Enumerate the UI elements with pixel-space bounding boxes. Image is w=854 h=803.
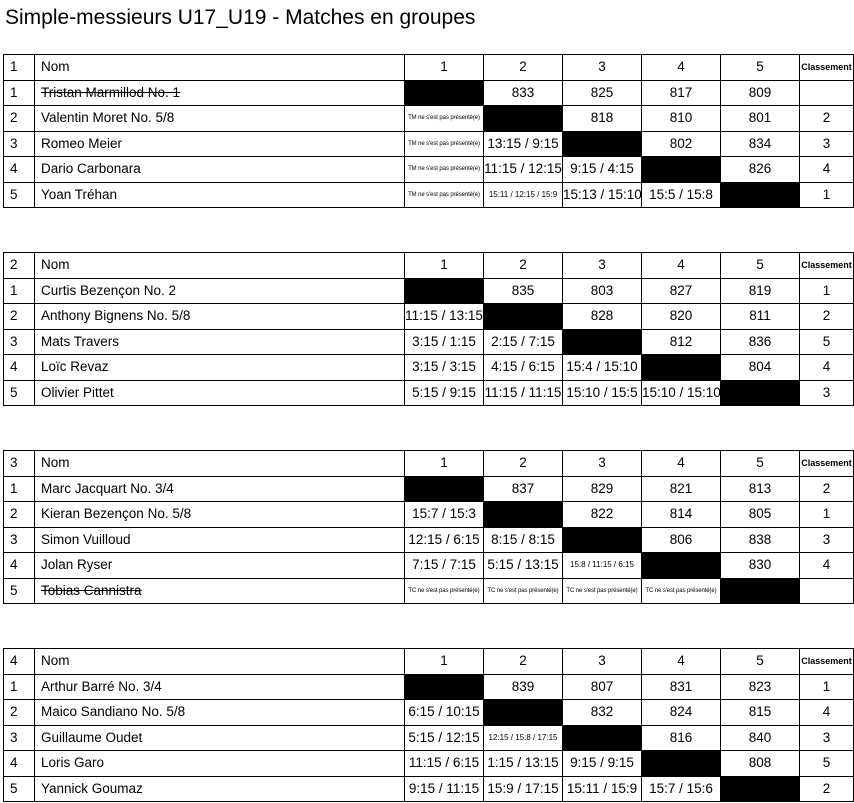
player-row <box>4 106 854 132</box>
player-name: Tobias Cannistra <box>35 578 405 604</box>
player-number: 4 <box>4 157 35 183</box>
match-cell: 806 <box>642 527 721 553</box>
player-row <box>4 157 854 183</box>
player-row <box>4 131 854 157</box>
rank-column-header: Classement <box>800 451 854 477</box>
player-number: 2 <box>4 502 35 528</box>
match-cell: 818 <box>563 106 642 132</box>
match-cell: TC ne s'est pas présenté(e) <box>484 578 563 604</box>
player-row <box>4 476 854 502</box>
player-row <box>4 380 854 406</box>
player-number: 4 <box>4 553 35 579</box>
match-cell: 12:15 / 15:8 / 17:15 <box>484 725 563 751</box>
match-cell: 826 <box>721 157 800 183</box>
opponent-column-header: 1 <box>405 55 484 81</box>
match-cell: 811 <box>721 304 800 330</box>
player-rank: 1 <box>800 182 854 208</box>
name-column-header: Nom <box>35 55 405 81</box>
player-name: Loïc Revaz <box>35 355 405 381</box>
match-cell: 832 <box>563 700 642 726</box>
rank-column-header: Classement <box>800 649 854 675</box>
self-match-cell <box>405 278 484 304</box>
match-cell: 821 <box>642 476 721 502</box>
opponent-column-header: 5 <box>721 55 800 81</box>
player-row <box>4 355 854 381</box>
self-match-cell <box>563 329 642 355</box>
match-cell: 835 <box>484 278 563 304</box>
group-number: 3 <box>4 451 35 477</box>
match-cell: 8:15 / 8:15 <box>484 527 563 553</box>
match-cell: 15:10 / 15:5 <box>563 380 642 406</box>
self-match-cell <box>642 553 721 579</box>
player-name: Mats Travers <box>35 329 405 355</box>
opponent-column-header: 4 <box>642 55 721 81</box>
player-row <box>4 329 854 355</box>
player-rank: 3 <box>800 527 854 553</box>
match-cell: 15:7 / 15:3 <box>405 502 484 528</box>
match-cell: 15:9 / 17:15 <box>484 776 563 802</box>
player-name: Anthony Bignens No. 5/8 <box>35 304 405 330</box>
match-cell: 9:15 / 4:15 <box>563 157 642 183</box>
group-header-row <box>4 253 854 279</box>
group-table <box>3 648 854 802</box>
player-rank: 2 <box>800 106 854 132</box>
player-row <box>4 182 854 208</box>
group-number: 1 <box>4 55 35 81</box>
self-match-cell <box>405 674 484 700</box>
player-number: 4 <box>4 355 35 381</box>
player-row <box>4 527 854 553</box>
player-number: 2 <box>4 106 35 132</box>
player-number: 3 <box>4 725 35 751</box>
player-row <box>4 80 854 106</box>
match-cell: 3:15 / 3:15 <box>405 355 484 381</box>
player-row <box>4 725 854 751</box>
match-cell: 839 <box>484 674 563 700</box>
player-name: Simon Vuilloud <box>35 527 405 553</box>
match-cell: 15:10 / 15:10 <box>642 380 721 406</box>
self-match-cell <box>405 80 484 106</box>
rank-column-header: Classement <box>800 55 854 81</box>
group-number: 2 <box>4 253 35 279</box>
self-match-cell <box>721 578 800 604</box>
player-name: Curtis Bezençon No. 2 <box>35 278 405 304</box>
group-table <box>3 450 854 604</box>
group-header-row <box>4 451 854 477</box>
player-name: Yannick Goumaz <box>35 776 405 802</box>
match-cell: 9:15 / 11:15 <box>405 776 484 802</box>
player-rank: 4 <box>800 157 854 183</box>
player-number: 1 <box>4 278 35 304</box>
match-cell: 820 <box>642 304 721 330</box>
match-cell: 5:15 / 12:15 <box>405 725 484 751</box>
self-match-cell <box>642 157 721 183</box>
group-table <box>3 54 854 208</box>
match-cell: 7:15 / 7:15 <box>405 553 484 579</box>
match-cell: 804 <box>721 355 800 381</box>
player-rank: 2 <box>800 304 854 330</box>
match-cell: 831 <box>642 674 721 700</box>
player-row <box>4 578 854 604</box>
opponent-column-header: 4 <box>642 253 721 279</box>
match-cell: 13:15 / 9:15 <box>484 131 563 157</box>
opponent-column-header: 1 <box>405 253 484 279</box>
player-row <box>4 553 854 579</box>
self-match-cell <box>484 700 563 726</box>
player-rank: 4 <box>800 553 854 579</box>
player-number: 4 <box>4 751 35 777</box>
player-row <box>4 751 854 777</box>
player-name: Maico Sandiano No. 5/8 <box>35 700 405 726</box>
match-cell: 11:15 / 13:15 <box>405 304 484 330</box>
match-cell: 15:7 / 15:6 <box>642 776 721 802</box>
match-cell: 814 <box>642 502 721 528</box>
match-cell: 6:15 / 10:15 <box>405 700 484 726</box>
match-cell: 5:15 / 13:15 <box>484 553 563 579</box>
player-rank: 5 <box>800 751 854 777</box>
match-cell: 803 <box>563 278 642 304</box>
player-name: Tristan Marmillod No. 1 <box>35 80 405 106</box>
player-name: Kieran Bezençon No. 5/8 <box>35 502 405 528</box>
page-title: Simple-messieurs U17_U19 - Matches en groupes <box>5 6 476 29</box>
player-number: 2 <box>4 304 35 330</box>
player-row <box>4 776 854 802</box>
self-match-cell <box>721 380 800 406</box>
opponent-column-header: 2 <box>484 649 563 675</box>
player-rank: 1 <box>800 278 854 304</box>
player-row <box>4 278 854 304</box>
name-column-header: Nom <box>35 253 405 279</box>
self-match-cell <box>484 106 563 132</box>
match-cell: 9:15 / 9:15 <box>563 751 642 777</box>
match-cell: 11:15 / 6:15 <box>405 751 484 777</box>
player-rank: 4 <box>800 355 854 381</box>
player-name: Loris Garo <box>35 751 405 777</box>
player-number: 5 <box>4 182 35 208</box>
match-cell: 15:11 / 12:15 / 15:9 <box>484 182 563 208</box>
match-cell: 807 <box>563 674 642 700</box>
self-match-cell <box>563 725 642 751</box>
match-cell: TM ne s'est pas présenté(e) <box>405 157 484 183</box>
match-cell: 809 <box>721 80 800 106</box>
player-rank <box>800 80 854 106</box>
match-cell: 1:15 / 13:15 <box>484 751 563 777</box>
match-cell: 15:13 / 15:10 <box>563 182 642 208</box>
player-rank: 2 <box>800 476 854 502</box>
match-cell: 822 <box>563 502 642 528</box>
opponent-column-header: 2 <box>484 253 563 279</box>
self-match-cell <box>642 355 721 381</box>
match-cell: 11:15 / 11:15 <box>484 380 563 406</box>
match-cell: 825 <box>563 80 642 106</box>
match-cell: 4:15 / 6:15 <box>484 355 563 381</box>
player-row <box>4 674 854 700</box>
player-number: 3 <box>4 527 35 553</box>
match-cell: 813 <box>721 476 800 502</box>
opponent-column-header: 2 <box>484 55 563 81</box>
match-cell: 808 <box>721 751 800 777</box>
opponent-column-header: 2 <box>484 451 563 477</box>
group-table <box>3 252 854 406</box>
match-cell: TC ne s'est pas présenté(e) <box>563 578 642 604</box>
player-rank: 3 <box>800 725 854 751</box>
opponent-column-header: 4 <box>642 451 721 477</box>
match-cell: 12:15 / 6:15 <box>405 527 484 553</box>
player-rank: 3 <box>800 380 854 406</box>
match-cell: TM ne s'est pas présenté(e) <box>405 106 484 132</box>
self-match-cell <box>721 182 800 208</box>
match-cell: 828 <box>563 304 642 330</box>
player-name: Arthur Barré No. 3/4 <box>35 674 405 700</box>
match-cell: 817 <box>642 80 721 106</box>
name-column-header: Nom <box>35 649 405 675</box>
player-number: 1 <box>4 476 35 502</box>
player-number: 2 <box>4 700 35 726</box>
self-match-cell <box>563 131 642 157</box>
opponent-column-header: 5 <box>721 253 800 279</box>
match-cell: 801 <box>721 106 800 132</box>
player-name: Marc Jacquart No. 3/4 <box>35 476 405 502</box>
group-header-row <box>4 649 854 675</box>
self-match-cell <box>484 304 563 330</box>
opponent-column-header: 5 <box>721 451 800 477</box>
player-number: 3 <box>4 131 35 157</box>
opponent-column-header: 1 <box>405 451 484 477</box>
opponent-column-header: 4 <box>642 649 721 675</box>
opponent-column-header: 3 <box>563 451 642 477</box>
name-column-header: Nom <box>35 451 405 477</box>
player-name: Yoan Tréhan <box>35 182 405 208</box>
player-name: Jolan Ryser <box>35 553 405 579</box>
match-cell: 2:15 / 7:15 <box>484 329 563 355</box>
player-number: 1 <box>4 674 35 700</box>
match-cell: 836 <box>721 329 800 355</box>
match-cell: 833 <box>484 80 563 106</box>
match-cell: TM ne s'est pas présenté(e) <box>405 182 484 208</box>
match-cell: 805 <box>721 502 800 528</box>
opponent-column-header: 3 <box>563 253 642 279</box>
player-rank: 4 <box>800 700 854 726</box>
match-cell: 11:15 / 12:15 <box>484 157 563 183</box>
player-number: 5 <box>4 776 35 802</box>
opponent-column-header: 1 <box>405 649 484 675</box>
player-rank: 2 <box>800 776 854 802</box>
match-cell: 834 <box>721 131 800 157</box>
match-cell: 815 <box>721 700 800 726</box>
match-cell: 15:4 / 15:10 <box>563 355 642 381</box>
player-name: Guillaume Oudet <box>35 725 405 751</box>
match-cell: 838 <box>721 527 800 553</box>
match-cell: 830 <box>721 553 800 579</box>
player-number: 1 <box>4 80 35 106</box>
player-row <box>4 700 854 726</box>
match-cell: 812 <box>642 329 721 355</box>
match-cell: 15:5 / 15:8 <box>642 182 721 208</box>
match-cell: 827 <box>642 278 721 304</box>
match-cell: TC ne s'est pas présenté(e) <box>642 578 721 604</box>
player-number: 5 <box>4 380 35 406</box>
player-number: 3 <box>4 329 35 355</box>
player-name: Dario Carbonara <box>35 157 405 183</box>
match-cell: 15:8 / 11:15 / 6:15 <box>563 553 642 579</box>
match-cell: 3:15 / 1:15 <box>405 329 484 355</box>
opponent-column-header: 3 <box>563 649 642 675</box>
match-cell: 810 <box>642 106 721 132</box>
self-match-cell <box>484 502 563 528</box>
match-cell: 837 <box>484 476 563 502</box>
player-row <box>4 502 854 528</box>
player-name: Romeo Meier <box>35 131 405 157</box>
self-match-cell <box>405 476 484 502</box>
self-match-cell <box>563 527 642 553</box>
player-number: 5 <box>4 578 35 604</box>
opponent-column-header: 5 <box>721 649 800 675</box>
player-rank: 5 <box>800 329 854 355</box>
rank-column-header: Classement <box>800 253 854 279</box>
opponent-column-header: 3 <box>563 55 642 81</box>
match-cell: TM ne s'est pas présenté(e) <box>405 131 484 157</box>
self-match-cell <box>642 751 721 777</box>
match-cell: 829 <box>563 476 642 502</box>
match-cell: 15:11 / 15:9 <box>563 776 642 802</box>
match-cell: 824 <box>642 700 721 726</box>
self-match-cell <box>721 776 800 802</box>
match-cell: 802 <box>642 131 721 157</box>
match-cell: 5:15 / 9:15 <box>405 380 484 406</box>
player-rank <box>800 578 854 604</box>
match-cell: 816 <box>642 725 721 751</box>
player-rank: 1 <box>800 502 854 528</box>
match-cell: TC ne s'est pas présenté(e) <box>405 578 484 604</box>
player-rank: 1 <box>800 674 854 700</box>
match-cell: 823 <box>721 674 800 700</box>
player-name: Valentin Moret No. 5/8 <box>35 106 405 132</box>
player-name: Olivier Pittet <box>35 380 405 406</box>
match-cell: 819 <box>721 278 800 304</box>
group-header-row <box>4 55 854 81</box>
player-rank: 3 <box>800 131 854 157</box>
player-row <box>4 304 854 330</box>
match-cell: 840 <box>721 725 800 751</box>
group-number: 4 <box>4 649 35 675</box>
